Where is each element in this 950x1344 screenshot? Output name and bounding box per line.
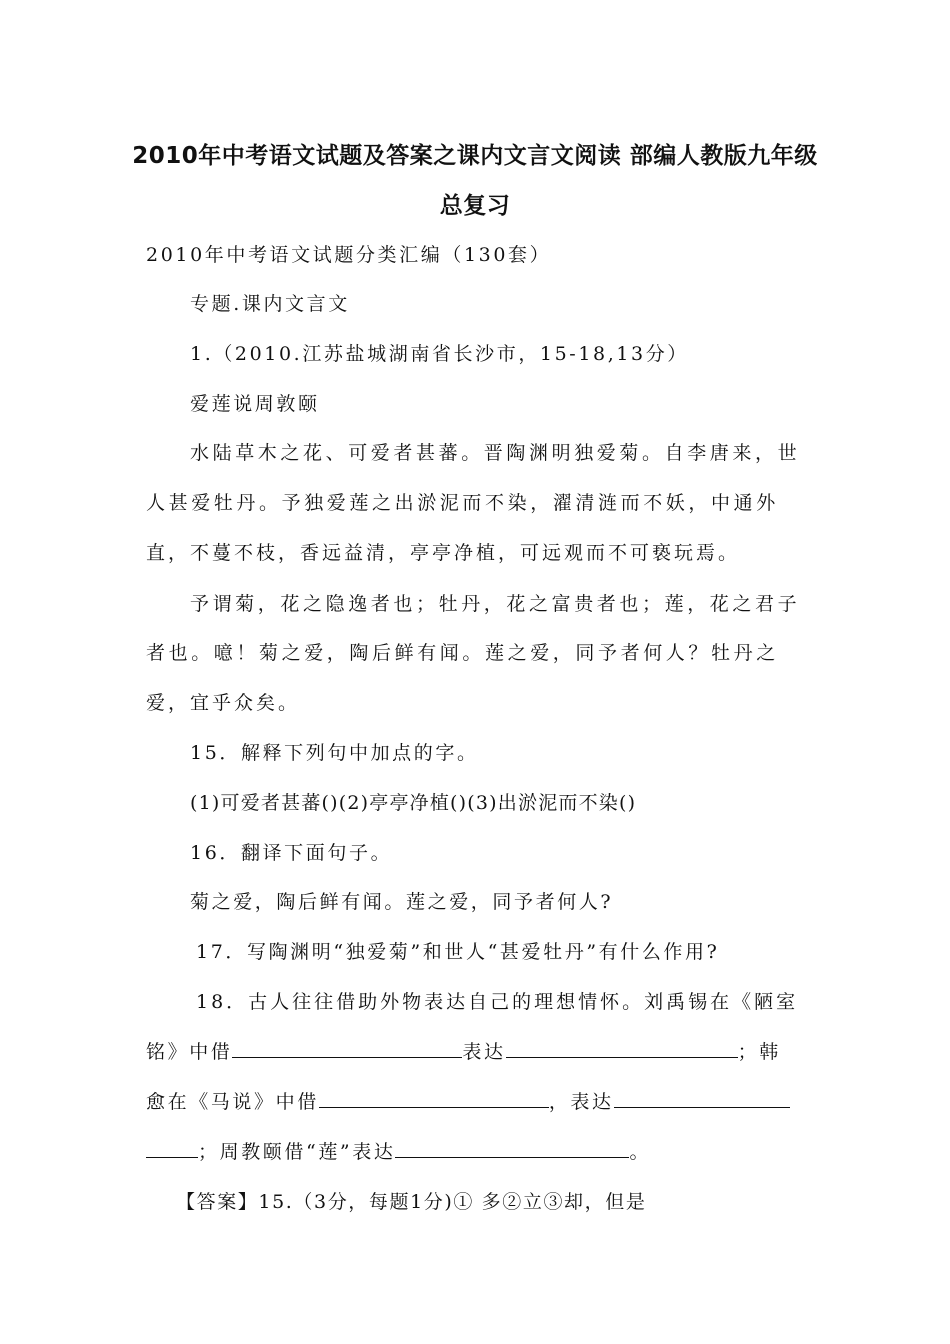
q18-answer-blank-5[interactable] <box>395 1139 629 1158</box>
q18-answer-blank-2[interactable] <box>506 1039 738 1058</box>
passage-p1-line3: 直，不蔓不枝，香远益清，亭亭净植，可远观而不可亵玩焉。 <box>146 542 741 564</box>
topic-label: 专题.课内文言文 <box>190 293 350 315</box>
q16-prompt: 16．翻译下面句子。 <box>190 842 393 864</box>
q18-line3-text-a: 愈在《马说》中借 <box>146 1091 319 1113</box>
passage-title: 爱莲说周敦颐 <box>190 393 320 415</box>
collection-heading: 2010年中考语文试题分类汇编（130套） <box>146 244 552 266</box>
passage-p2-line1: 予谓菊，花之隐逸者也；牡丹，花之富贵者也；莲，花之君子 <box>190 593 801 615</box>
q18-line2-text-a: 铭》中借 <box>146 1041 233 1063</box>
q18-line2-text-b: 表达 <box>462 1041 506 1063</box>
question-header: 1.（2010.江苏盐城湖南省长沙市，15-18,13分） <box>190 343 689 365</box>
q18-line4-text-b: 。 <box>629 1141 652 1163</box>
q18-answer-blank-1[interactable] <box>232 1039 462 1058</box>
answer-line: 【答案】15.（3分，每题1分)① 多②立③却，但是 <box>176 1191 647 1213</box>
passage-p2-line3: 爱，宜乎众矣。 <box>146 692 301 714</box>
q18-line4-text-a: ；周教颐借“莲”表达 <box>198 1141 396 1163</box>
q18-line1: 18．古人往往借助外物表达自己的理想情怀。刘禹锡在《陋室 <box>196 991 799 1013</box>
document-title-line2: 总复习 <box>439 193 511 219</box>
passage-p2-line2: 者也。噫！菊之爱，陶后鲜有闻。莲之爱，同予者何人？牡丹之 <box>146 642 779 664</box>
q15-items: (1)可爱者甚蕃()(2)亭亭净植()(3)出淤泥而不染() <box>190 792 637 814</box>
q18-line4 <box>146 1137 816 1164</box>
q16-sentence: 菊之爱，陶后鲜有闻。莲之爱，同予者何人? <box>190 891 614 913</box>
q18-line2-text-c: ；韩 <box>737 1041 781 1063</box>
document-title-line1: 2010年中考语文试题及答案之课内文言文阅读 部编人教版九年级 <box>132 143 818 169</box>
q17-prompt: 17．写陶渊明“独爱菊”和世人“甚爱牡丹”有什么作用? <box>196 941 720 963</box>
q18-answer-blank-3[interactable] <box>319 1089 549 1108</box>
q15-prompt: 15．解释下列句中加点的字。 <box>190 742 479 764</box>
passage-p1-line1: 水陆草木之花、可爱者甚蕃。晋陶渊明独爱菊。自李唐来，世 <box>190 442 801 464</box>
q18-line3-text-b: ，表达 <box>548 1091 614 1113</box>
q18-answer-blank-4-cont[interactable] <box>146 1139 198 1158</box>
passage-p1-line2: 人甚爱牡丹。予独爱莲之出淤泥而不染，濯清涟而不妖，中通外 <box>146 492 779 514</box>
q18-line3 <box>146 1087 816 1114</box>
q18-line2 <box>146 1037 816 1064</box>
q18-answer-blank-4[interactable] <box>614 1089 790 1108</box>
